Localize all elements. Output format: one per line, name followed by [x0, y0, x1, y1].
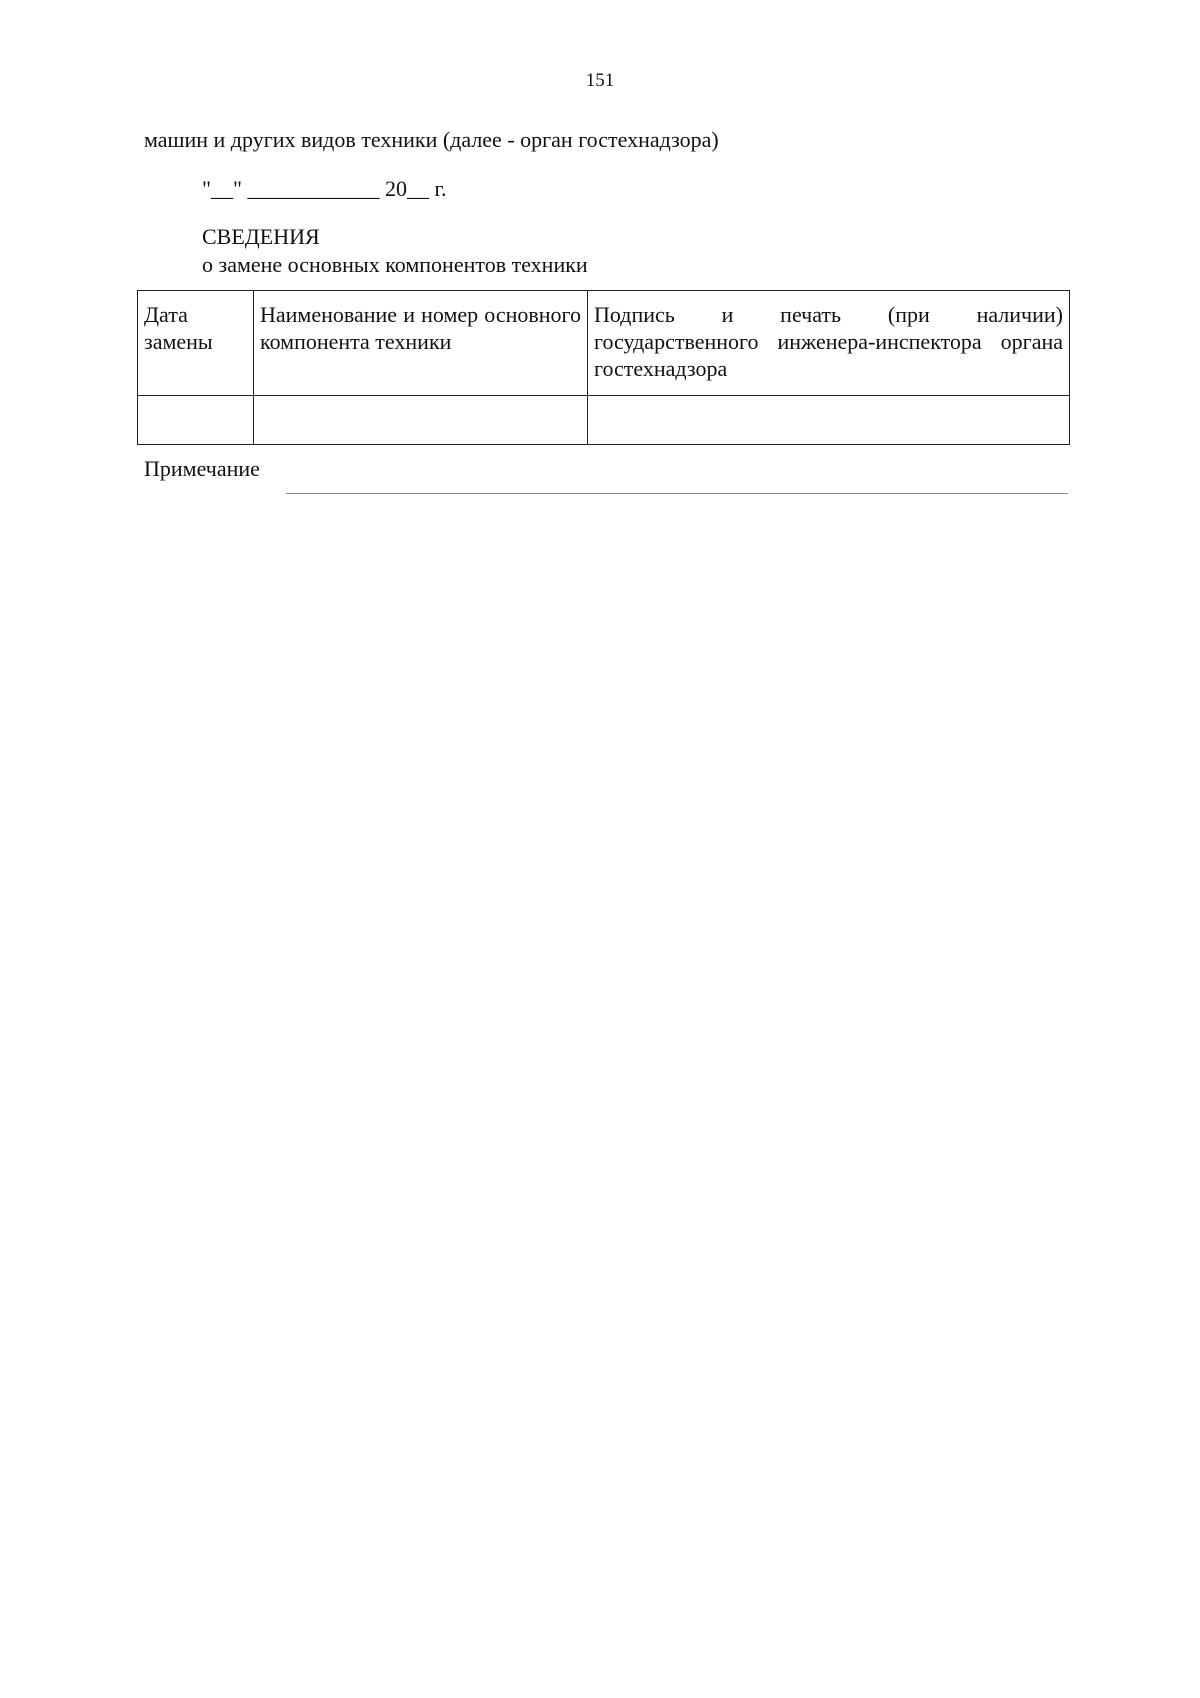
date-line: "__" ____________ 20__ г. [202, 176, 447, 201]
page-number: 151 [585, 70, 615, 91]
table-row [138, 396, 1070, 445]
table-header-row [138, 291, 1070, 396]
header-replacement-date: Дата замены [138, 291, 254, 396]
header-inspector-signature: Подпись и печать (при наличии) государственного инженера-инспектора органа гостехнадзора [588, 291, 1070, 396]
header-component-name-number: Наименование и номер основного компонента техники [254, 291, 588, 396]
components-replacement-table [137, 290, 1070, 445]
document-heading: СВЕДЕНИЯ [202, 224, 320, 249]
intro-text: машин и других видов техники (далее - орган гостехнадзора) [144, 127, 719, 152]
note-label: Примечание [144, 456, 260, 481]
note-fill-line[interactable] [286, 493, 1068, 494]
cell-component-name-number[interactable] [254, 396, 588, 445]
document-subheading: о замене основных компонентов техники [202, 252, 588, 277]
cell-replacement-date[interactable] [138, 396, 254, 445]
cell-inspector-signature[interactable] [588, 396, 1070, 445]
